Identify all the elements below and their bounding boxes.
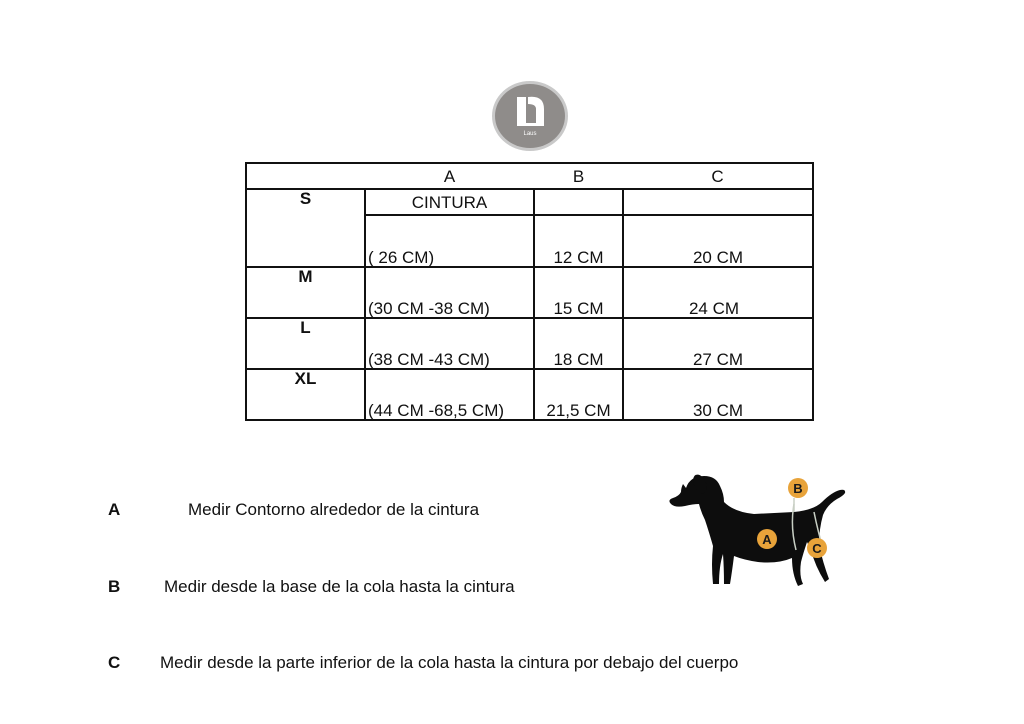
svg-text:B: B xyxy=(793,481,803,496)
legend-item-b xyxy=(108,577,668,599)
subheader-empty-c xyxy=(623,189,813,215)
cell-b: 18 CM xyxy=(534,318,623,369)
legend-letter: C xyxy=(108,653,121,672)
legend-text: Medir desde la parte inferior de la cola hasta la cintura por debajo del cuerpo xyxy=(160,653,739,672)
subheader-cintura: CINTURA xyxy=(365,189,534,215)
cell-c: 30 CM xyxy=(623,369,813,420)
header-corner xyxy=(246,163,365,189)
column-header-b: B xyxy=(534,163,623,189)
cell-c: 24 CM xyxy=(623,267,813,318)
size-label-l: L xyxy=(246,318,365,369)
table-row xyxy=(246,267,813,318)
marker-a xyxy=(757,529,777,549)
cell-a: (30 CM -38 CM) xyxy=(365,267,534,318)
cell-a: ( 26 CM) xyxy=(365,215,534,267)
cell-a: (44 CM -68,5 CM) xyxy=(365,369,534,420)
table-subheader-row xyxy=(246,189,813,215)
size-table xyxy=(245,162,814,421)
column-header-a: A xyxy=(365,163,534,189)
cell-a: (38 CM -43 CM) xyxy=(365,318,534,369)
svg-text:C: C xyxy=(812,541,822,556)
marker-c xyxy=(807,538,827,558)
legend-item-a xyxy=(108,500,668,522)
dog-measurement-diagram xyxy=(664,448,860,610)
cell-b: 21,5 CM xyxy=(534,369,623,420)
svg-text:A: A xyxy=(762,532,772,547)
marker-b xyxy=(788,478,808,498)
column-header-c: C xyxy=(623,163,813,189)
size-label-s: S xyxy=(246,189,365,267)
legend-text: Medir desde la base de la cola hasta la cintura xyxy=(164,577,515,596)
legend-text: Medir Contorno alrededor de la cintura xyxy=(188,500,480,519)
cell-b: 12 CM xyxy=(534,215,623,267)
table-row xyxy=(246,318,813,369)
cell-c: 27 CM xyxy=(623,318,813,369)
legend-letter: A xyxy=(108,500,121,519)
legend-letter: B xyxy=(108,577,121,596)
subheader-empty-b xyxy=(534,189,623,215)
cell-c: 20 CM xyxy=(623,215,813,267)
size-label-m: M xyxy=(246,267,365,318)
logo-wordmark: Laus xyxy=(523,131,537,137)
table-header-row xyxy=(246,163,813,189)
cell-b: 15 CM xyxy=(534,267,623,318)
size-label-xl: XL xyxy=(246,369,365,420)
legend-item-c xyxy=(108,653,828,675)
brand-logo xyxy=(490,80,570,152)
table-row xyxy=(246,369,813,420)
